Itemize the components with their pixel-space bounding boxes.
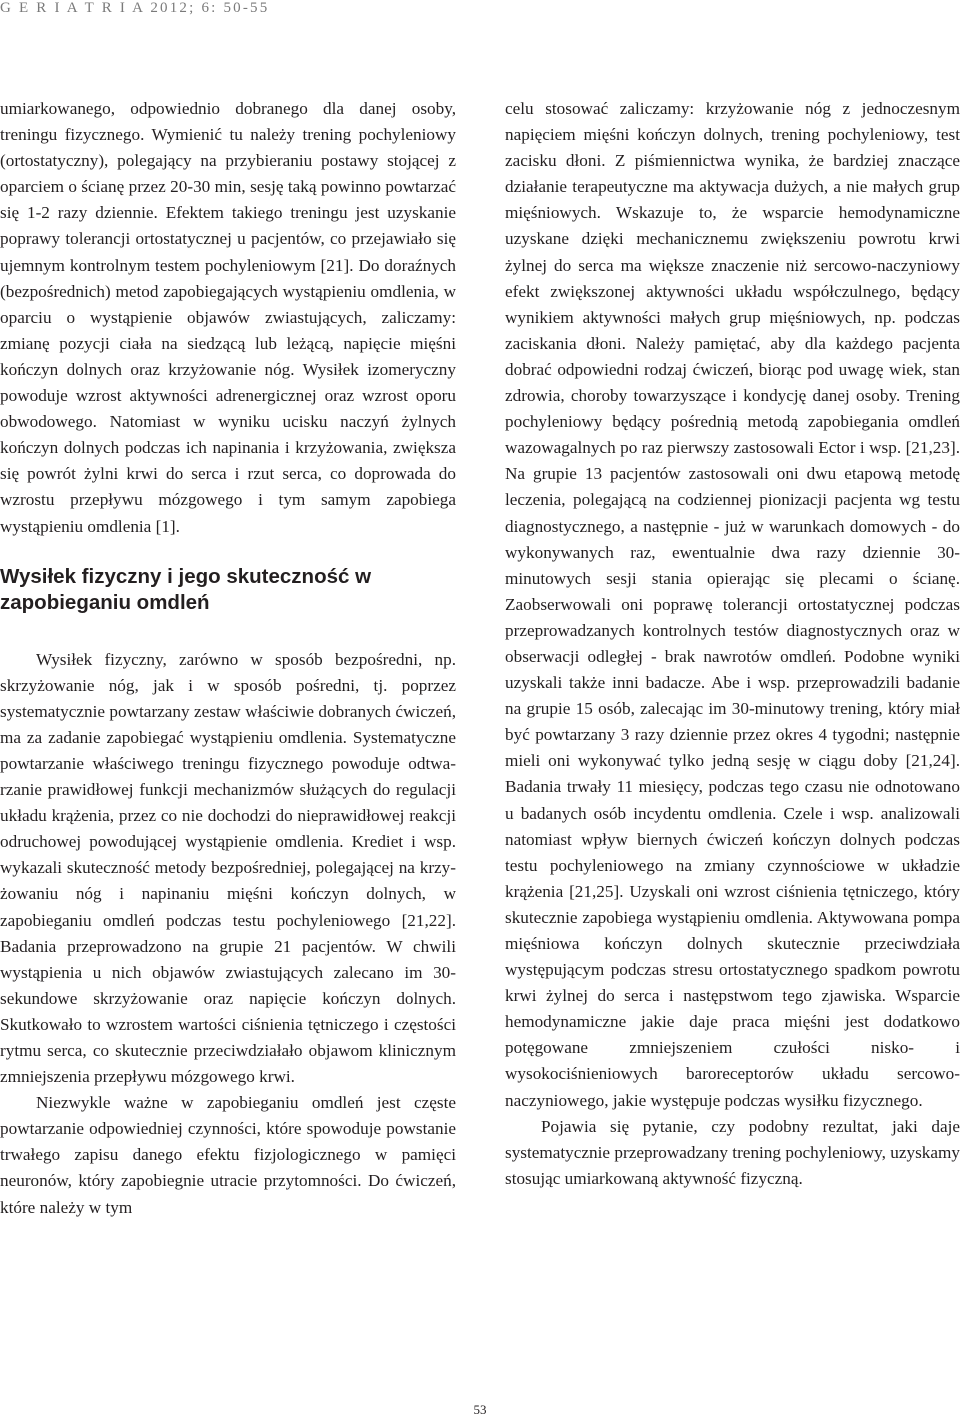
running-head: G E R I A T R I A 2012; 6: 50-55 (0, 0, 270, 16)
left-column (0, 96, 456, 1221)
right-column (505, 96, 960, 1192)
section-heading: Wysiłek fizyczny i jego skuteczność w zapobieganiu omdleń (0, 564, 372, 614)
body-paragraph: Wysiłek fizyczny, zarówno w sposób bezpośredni, np. skrzyżowanie nóg, jak i w sposób pośredni, tj. poprzez systematycznie powtarzany zestaw właściwie dobranych ćwiczeń, ma za zadanie zapobiegać wystąpieniu omdlenia. Systematyczne powtarzanie właściwego treningu fizycznego powoduje odtwarzanie prawidłowej funkcji mechanizmów służących do regulacji układu krążenia, przez co nie dochodzi do nieprawidłowej reakcji odruchowej powodującej wystąpienie omdlenia. Krediet i wsp. wykazali skuteczność metody bezpośredniej, polegającej na krzyżowaniu nóg i napinaniu mięśni kończyn dolnych, w zapobieganiu omdleń podczas testu pochyleniowego [21,22]. Badania przeprowadzono na grupie 21 pacjentów. W chwili wystąpienia u nich objawów zwiastujących zalecano im 30-sekundowe skrzyżowanie oraz napięcie kończyn dolnych. Skutkowało to wzrostem wartości ciśnienia tętniczego i częstości rytmu serca, co skutecznie przeciwdziałało objawom klinicznym zmniejszenia przepływu mózgowego krwi. (0, 649, 456, 1087)
body-paragraph: Niezwykle ważne w zapobieganiu omdleń jest częste powtarzanie odpowiedniej czynności, które spowoduje powstanie trwałego zapisu danego efektu fizjologicznego w pamięci neuronów, który zapobiegnie utracie przytomności. Do ćwiczeń, które należy w tym (0, 1093, 456, 1217)
body-paragraph: umiarkowanego, odpowiednio dobranego dla danej osoby, treningu fizycznego. Wymienić tu należy trening pochyleniowy (ortostatyczny), polegający na przybieraniu postawy stojącej z oparciem o ścianę przez 20-30 min, sesję taką powinno powtarzać się 1-2 razy dziennie. Efektem takiego treningu jest uzyskanie poprawy tolerancji ortostatycznej u pacjentów, co przejawiało się ujemnym kontrolnym testem pochyleniowym [21]. Do doraźnych (bezpośrednich) metod zapobiegających wystąpieniu omdlenia, w oparciu o wystąpienie objawów zwiastujących, zaliczamy: zmianę pozycji ciała na siedzącą lub leżącą, napięcie mięśni kończyn dolnych oraz krzyżowanie nóg. Wysiłek izomeryczny powoduje wzrost aktywności adrenergicznej oraz wzrost oporu obwodowego. Natomiast w wyniku ucisku naczyń żylnych kończyn dolnych podczas ich napinania i krzyżowania, zwiększa się powrót żylni krwi do serca i rzut serca, co doprowada do wzrostu przepływu mózgowego i tym samym zapobiega wystąpieniu omdlenia [1]. (0, 99, 456, 536)
body-paragraph: celu stosować zaliczamy: krzyżowanie nóg z jednoczesnym napięciem mięśni kończyn dolnych, trening pochyleniowy, test zacisku dłoni. Z piśmiennictwa wynika, że bardziej znaczące działanie terapeutyczne ma aktywacja dużych, a nie małych grup mięśniowych. Wskazuje to, że wsparcie hemodynamiczne uzyskane dzięki mechanicznemu zwiększeniu powrotu krwi żylnej do serca ma większe znaczenie niż sercowo-naczyniowy efekt zwiększonej aktywności układu współczulnego, będący wynikiem aktywności małych grup mięśniowych, np. podczas zaciskania dłoni. Należy pamiętać, aby dla każdego pacjenta dobrać odpowiedni rodzaj ćwiczeń, biorąc pod uwagę wiek, stan zdrowia, choroby towarzyszące i kondycję danej osoby. Trening pochyleniowy będący pośrednią metodą zapobiegania omdleń wazowagalnych po raz pierwszy zastosowali Ector i wsp. [21,23]. Na grupie 13 pacjentów zastosowali oni dwu etapową metodę leczenia, polegającą na codziennej pionizacji pacjenta wg testu diagnostycznego, a następnie - już w warunkach domowych - do wykonywanych raz, ewentualnie dwa razy dziennie 30-minutowych sesji stania opierając się plecami o ścianę. Zaobserwowali oni poprawę tolerancji ortostatycznej podczas przeprowadzanych kontrolnych testów diagnostycznych oraz w obserwacji odległej - brak nawrotów omdleń. Podobne wyniki uzyskali także inni badacze. Abe i wsp. przeprowadzili badanie na grupie 15 osób, zalecając im 30-minutowy trening, który miał być powtarzany 3 razy dziennie przez okres 4 tygodni; następnie mieli oni wykonywać tylko jedną sesję w ciągu doby [21,24]. Badania trwały 11 miesięcy, podczas tego czasu nie odnotowano u badanych osób incydentu omdlenia. Czele i wsp. analizowali natomiast wpływ biernych ćwiczeń kończyn dolnych podczas testu pochyleniowego na zmiany czynnościowe w układzie krążenia [21,25]. Uzyskali oni wzrost ciśnienia tętniczego, który skutecznie zapobiega wystąpieniu omdlenia. Aktywowana pompa mięśniowa kończyn dolnych skutecznie przeciwdziała występującym podczas stresu ortostatycznego spadkom powrotu krwi żylnej do serca i następstwom tego zjawiska. Wsparcie hemodynamiczne jakie daje praca mięśni jest dodatkowo potęgowane zmniejszeniem czułości nisko- i wysokociśnieniowych baroreceptorów układu sercowo-naczyniowego, jakie występuje podczas wysiłku fizycznego. (505, 99, 960, 1110)
body-paragraph: Pojawia się pytanie, czy podobny rezultat, jaki daje systematycznie przeprowadzany trening pochyleniowy, uzyskamy stosując umiarkowaną aktywność fizyczną. (505, 1116, 960, 1188)
page-number: 53 (473, 1402, 487, 1417)
